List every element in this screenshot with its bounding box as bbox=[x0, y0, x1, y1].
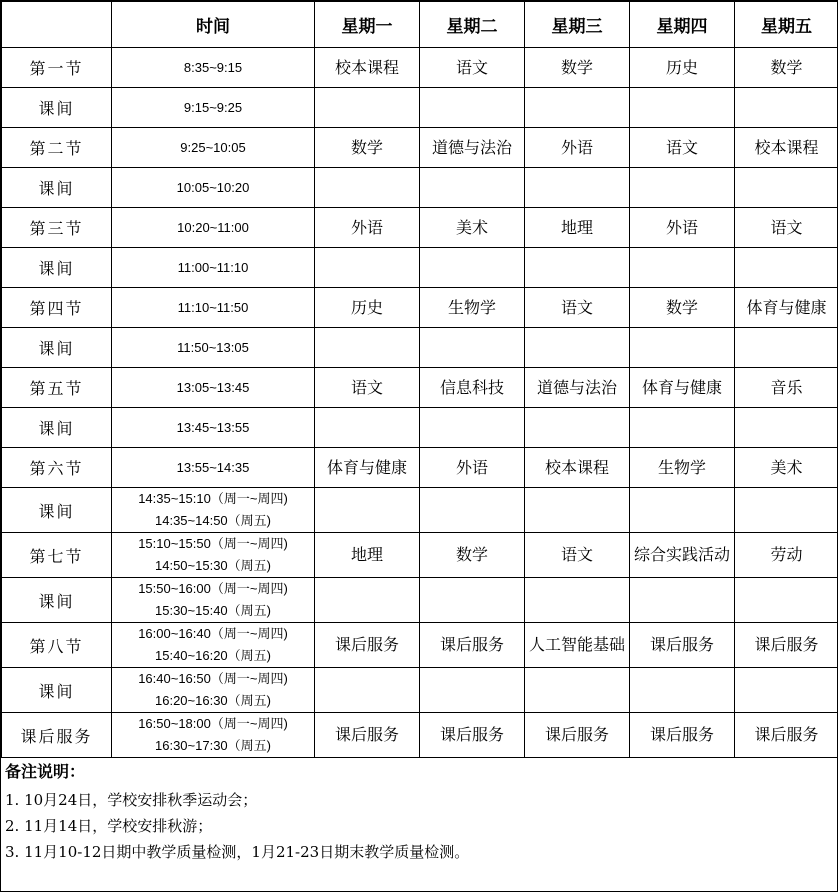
subject-cell: 课后服务 bbox=[315, 623, 420, 668]
subject-cell: 数学 bbox=[735, 48, 838, 88]
subject-cell bbox=[525, 578, 630, 623]
period-time bbox=[112, 448, 315, 488]
period-label: 课间 bbox=[2, 408, 112, 448]
time-range: 16:40~16:50（周一~周四) bbox=[138, 671, 288, 686]
header-thursday: 星期四 bbox=[630, 2, 735, 48]
time-range: 16:50~18:00（周一~周四) bbox=[138, 716, 288, 731]
subject-cell: 道德与法治 bbox=[420, 128, 525, 168]
subject-cell: 课后服务 bbox=[420, 713, 525, 758]
period-label: 第六节 bbox=[2, 448, 112, 488]
period-time bbox=[112, 48, 315, 88]
subject-cell: 体育与健康 bbox=[630, 368, 735, 408]
subject-cell bbox=[315, 668, 420, 713]
table-row bbox=[2, 168, 838, 208]
subject-cell bbox=[420, 168, 525, 208]
period-time bbox=[112, 248, 315, 288]
period-time bbox=[112, 128, 315, 168]
notes-title: 备注说明： bbox=[5, 762, 86, 781]
subject-cell: 数学 bbox=[420, 533, 525, 578]
period-time bbox=[112, 533, 315, 578]
header-row bbox=[2, 2, 838, 48]
table-row bbox=[2, 668, 838, 713]
period-label: 课间 bbox=[2, 668, 112, 713]
time-range: 16:20~16:30（周五) bbox=[155, 693, 271, 708]
subject-cell: 课后服务 bbox=[735, 623, 838, 668]
table-row bbox=[2, 248, 838, 288]
note-item: 2. 11月14日，学校安排秋游； bbox=[5, 817, 213, 835]
period-label: 第七节 bbox=[2, 533, 112, 578]
time-range: 13:05~13:45 bbox=[176, 379, 250, 395]
time-range: 11:50~13:05 bbox=[177, 339, 249, 355]
subject-cell: 校本课程 bbox=[315, 48, 420, 88]
period-label: 第三节 bbox=[2, 208, 112, 248]
subject-cell: 综合实践活动 bbox=[630, 533, 735, 578]
subject-cell: 地理 bbox=[525, 208, 630, 248]
subject-cell: 数学 bbox=[525, 48, 630, 88]
period-label: 第一节 bbox=[2, 48, 112, 88]
time-range: 16:00~16:40（周一~周四) bbox=[138, 626, 288, 641]
subject-cell bbox=[315, 578, 420, 623]
table-row bbox=[2, 208, 838, 248]
subject-cell bbox=[420, 578, 525, 623]
period-label: 课后服务 bbox=[2, 713, 112, 758]
subject-cell: 课后服务 bbox=[630, 713, 735, 758]
time-range: 9:25~10:05 bbox=[180, 139, 246, 155]
note-item: 3. 11月10-12日期中教学质量检测，1月21-23日期末教学质量检测。 bbox=[5, 843, 470, 861]
subject-cell bbox=[735, 168, 838, 208]
subject-cell bbox=[735, 248, 838, 288]
subject-cell bbox=[525, 408, 630, 448]
subject-cell: 外语 bbox=[525, 128, 630, 168]
subject-cell bbox=[735, 578, 838, 623]
subject-cell bbox=[420, 668, 525, 713]
subject-cell bbox=[315, 168, 420, 208]
subject-cell: 外语 bbox=[315, 208, 420, 248]
subject-cell bbox=[735, 88, 838, 128]
subject-cell: 生物学 bbox=[420, 288, 525, 328]
period-label: 课间 bbox=[2, 168, 112, 208]
period-label: 课间 bbox=[2, 328, 112, 368]
subject-cell bbox=[630, 328, 735, 368]
subject-cell bbox=[525, 88, 630, 128]
subject-cell: 语文 bbox=[420, 48, 525, 88]
time-range: 14:50~15:30（周五) bbox=[155, 558, 271, 573]
subject-cell bbox=[525, 488, 630, 533]
period-time bbox=[112, 168, 315, 208]
subject-cell bbox=[315, 408, 420, 448]
subject-cell: 体育与健康 bbox=[315, 448, 420, 488]
subject-cell: 课后服务 bbox=[525, 713, 630, 758]
subject-cell bbox=[630, 408, 735, 448]
period-time bbox=[112, 368, 315, 408]
period-time bbox=[112, 208, 315, 248]
subject-cell bbox=[735, 668, 838, 713]
header-blank bbox=[2, 2, 112, 48]
time-range: 11:00~11:10 bbox=[177, 259, 249, 275]
subject-cell bbox=[315, 248, 420, 288]
subject-cell: 课后服务 bbox=[630, 623, 735, 668]
subject-cell: 课后服务 bbox=[315, 713, 420, 758]
subject-cell: 语文 bbox=[630, 128, 735, 168]
table-row bbox=[2, 713, 838, 758]
subject-cell: 人工智能基础 bbox=[525, 623, 630, 668]
subject-cell bbox=[525, 248, 630, 288]
time-range: 11:10~11:50 bbox=[177, 299, 249, 315]
period-label: 第八节 bbox=[2, 623, 112, 668]
table-row bbox=[2, 488, 838, 533]
subject-cell: 数学 bbox=[630, 288, 735, 328]
notes-section bbox=[1, 755, 838, 865]
table-row bbox=[2, 288, 838, 328]
time-range: 15:10~15:50（周一~周四) bbox=[138, 536, 288, 551]
table-row bbox=[2, 128, 838, 168]
time-range: 8:35~9:15 bbox=[183, 59, 243, 75]
period-label: 课间 bbox=[2, 578, 112, 623]
header-monday: 星期一 bbox=[315, 2, 420, 48]
period-time bbox=[112, 488, 315, 533]
subject-cell: 劳动 bbox=[735, 533, 838, 578]
subject-cell bbox=[315, 88, 420, 128]
period-time bbox=[112, 713, 315, 758]
subject-cell bbox=[420, 248, 525, 288]
subject-cell: 地理 bbox=[315, 533, 420, 578]
header-friday: 星期五 bbox=[735, 2, 838, 48]
period-label: 第四节 bbox=[2, 288, 112, 328]
time-range: 10:20~11:00 bbox=[177, 219, 249, 235]
time-range: 15:30~15:40（周五) bbox=[155, 603, 271, 618]
subject-cell: 生物学 bbox=[630, 448, 735, 488]
subject-cell: 外语 bbox=[420, 448, 525, 488]
header-time: 时间 bbox=[112, 2, 315, 48]
period-time bbox=[112, 668, 315, 713]
table-row bbox=[2, 328, 838, 368]
table-row bbox=[2, 88, 838, 128]
time-range: 14:35~14:50（周五) bbox=[155, 513, 271, 528]
period-time bbox=[112, 88, 315, 128]
period-label: 第五节 bbox=[2, 368, 112, 408]
table-row bbox=[2, 408, 838, 448]
table-row bbox=[2, 623, 838, 668]
subject-cell bbox=[420, 88, 525, 128]
subject-cell bbox=[420, 328, 525, 368]
subject-cell: 语文 bbox=[525, 533, 630, 578]
subject-cell: 课后服务 bbox=[735, 713, 838, 758]
subject-cell bbox=[420, 408, 525, 448]
subject-cell bbox=[630, 248, 735, 288]
time-range: 9:15~9:25 bbox=[183, 99, 243, 115]
table-row bbox=[2, 533, 838, 578]
subject-cell: 历史 bbox=[315, 288, 420, 328]
subject-cell bbox=[630, 168, 735, 208]
time-range: 16:30~17:30（周五) bbox=[155, 738, 271, 753]
subject-cell: 校本课程 bbox=[735, 128, 838, 168]
time-range: 14:35~15:10（周一~周四) bbox=[138, 491, 288, 506]
time-range: 15:50~16:00（周一~周四) bbox=[138, 581, 288, 596]
subject-cell: 体育与健康 bbox=[735, 288, 838, 328]
table-row bbox=[2, 368, 838, 408]
header-tuesday: 星期二 bbox=[420, 2, 525, 48]
period-time bbox=[112, 408, 315, 448]
period-label: 课间 bbox=[2, 488, 112, 533]
subject-cell: 信息科技 bbox=[420, 368, 525, 408]
header-wednesday: 星期三 bbox=[525, 2, 630, 48]
subject-cell bbox=[630, 88, 735, 128]
subject-cell: 语文 bbox=[525, 288, 630, 328]
subject-cell bbox=[420, 488, 525, 533]
period-time bbox=[112, 288, 315, 328]
period-label: 课间 bbox=[2, 88, 112, 128]
subject-cell bbox=[735, 488, 838, 533]
subject-cell: 美术 bbox=[420, 208, 525, 248]
subject-cell bbox=[525, 168, 630, 208]
subject-cell: 语文 bbox=[315, 368, 420, 408]
subject-cell: 校本课程 bbox=[525, 448, 630, 488]
table-row bbox=[2, 48, 838, 88]
subject-cell: 外语 bbox=[630, 208, 735, 248]
time-range: 15:40~16:20（周五) bbox=[155, 648, 271, 663]
table-row bbox=[2, 448, 838, 488]
subject-cell bbox=[630, 668, 735, 713]
timetable-body bbox=[2, 48, 838, 758]
period-time bbox=[112, 623, 315, 668]
note-item: 1. 10月24日，学校安排秋季运动会； bbox=[5, 791, 258, 809]
subject-cell bbox=[525, 328, 630, 368]
subject-cell bbox=[735, 408, 838, 448]
period-label: 第二节 bbox=[2, 128, 112, 168]
subject-cell bbox=[630, 488, 735, 533]
time-range: 10:05~10:20 bbox=[176, 179, 250, 195]
time-range: 13:45~13:55 bbox=[176, 419, 250, 435]
timetable bbox=[1, 1, 838, 758]
subject-cell: 语文 bbox=[735, 208, 838, 248]
subject-cell: 美术 bbox=[735, 448, 838, 488]
period-time bbox=[112, 578, 315, 623]
subject-cell bbox=[630, 578, 735, 623]
subject-cell: 道德与法治 bbox=[525, 368, 630, 408]
subject-cell bbox=[525, 668, 630, 713]
subject-cell bbox=[315, 328, 420, 368]
time-range: 13:55~14:35 bbox=[176, 459, 250, 475]
period-label: 课间 bbox=[2, 248, 112, 288]
subject-cell: 音乐 bbox=[735, 368, 838, 408]
subject-cell: 课后服务 bbox=[420, 623, 525, 668]
table-row bbox=[2, 578, 838, 623]
subject-cell bbox=[735, 328, 838, 368]
subject-cell: 历史 bbox=[630, 48, 735, 88]
subject-cell: 数学 bbox=[315, 128, 420, 168]
subject-cell bbox=[315, 488, 420, 533]
period-time bbox=[112, 328, 315, 368]
